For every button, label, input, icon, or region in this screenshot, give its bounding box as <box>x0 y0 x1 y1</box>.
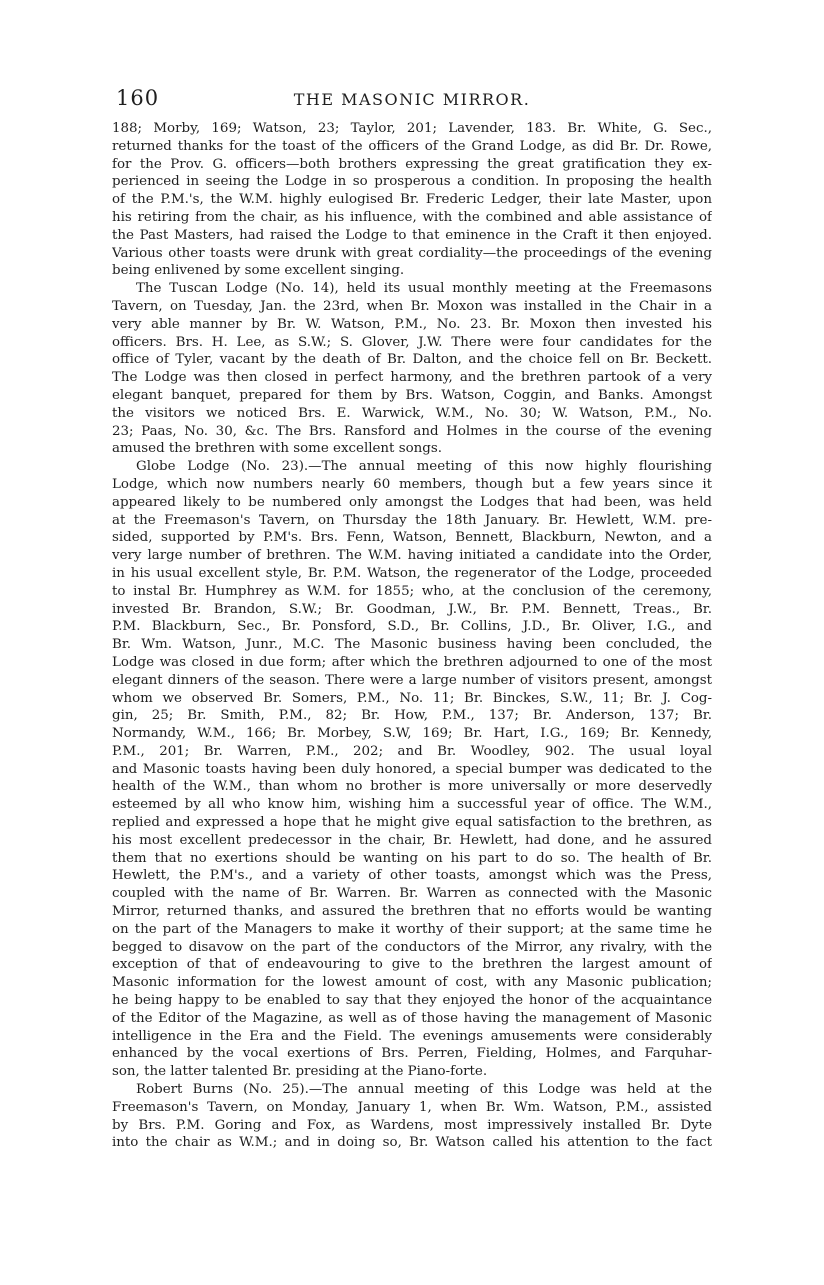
text-line: Freemason's Tavern, on Monday, January 1, when Br. Wm. Watson, P.M., assisted <box>112 1099 712 1115</box>
running-title: THE MASONIC MIRROR. <box>293 90 531 109</box>
text-line: and Masonic toasts having been duly honored, a special bumper was dedicated to the <box>112 761 712 777</box>
text-line: into the chair as W.M.; and in doing so, Br. Watson called his attention to the fact <box>112 1135 712 1151</box>
text-line: 188; Morby, 169; Watson, 23; Taylor, 201; Lavender, 183. Br. White, G. Sec., <box>112 121 712 136</box>
text-line: The Tuscan Lodge (No. 14), held its usual monthly meeting at the Freemasons <box>136 281 712 297</box>
text-line: Various other toasts were drunk with great cordiality—the proceedings of the evening <box>112 245 712 261</box>
text-line: whom we observed Br. Somers, P.M., No. 11; Br. Binckes, S.W., 11; Br. J. Cog- <box>112 690 712 706</box>
text-line: on the part of the Managers to make it worthy of their support; at the same time he <box>112 921 712 937</box>
text-line: Lodge, which now numbers nearly 60 members, though but a few years since it <box>112 476 712 492</box>
text-line: coupled with the name of Br. Warren. Br. Warren as connected with the Masonic <box>112 886 712 902</box>
text-line: Normandy, W.M., 166; Br. Morbey, S.W, 169; Br. Hart, I.G., 169; Br. Kennedy, <box>112 726 712 742</box>
text-line: son, the latter talented Br. presiding at the Piano-forte. <box>112 1064 488 1080</box>
text-line: Tavern, on Tuesday, Jan. the 23rd, when Br. Moxon was installed in the Chair in a <box>112 298 712 314</box>
text-line: the visitors we noticed Brs. E. Warwick, W.M., No. 30; W. Watson, P.M., No. <box>112 405 712 421</box>
text-line: appeared likely to be numbered only amongst the Lodges that had been, was held <box>112 494 712 510</box>
text-line: replied and expressed a hope that he might give equal satisfaction to the brethren, as <box>112 815 712 831</box>
text-line: Robert Burns (No. 25).—The annual meeting of this Lodge was held at the <box>136 1082 712 1098</box>
text-line: intelligence in the Era and the Field. The evenings amusements were considerably <box>112 1028 712 1044</box>
text-line: health of the W.M., than whom no brother is more universally or more deservedly <box>112 779 712 795</box>
page <box>112 86 712 1152</box>
text-line: begged to disavow on the part of the conductors of the Mirror, any rivalry, with the <box>112 939 712 955</box>
text-line: his retiring from the chair, as his influence, with the combined and able assistance of <box>112 209 712 225</box>
text-line: The Lodge was then closed in perfect harmony, and the brethren partook of a very <box>112 370 712 386</box>
text-line: Mirror, returned thanks, and assured the brethren that no efforts would be wanting <box>112 904 712 920</box>
text-line: the Past Masters, had raised the Lodge to that eminence in the Craft it then enjoyed. <box>112 227 712 243</box>
text-line: 23; Paas, No. 30, &c. The Brs. Ransford and Holmes in the course of the evening <box>112 423 712 439</box>
page-number: 160 <box>116 86 160 110</box>
text-line: elegant banquet, prepared for them by Brs. Watson, Coggin, and Banks. Amongst <box>112 387 712 403</box>
text-line: to instal Br. Humphrey as W.M. for 1855; who, at the conclusion of the ceremony, <box>112 583 712 599</box>
text-line: enhanced by the vocal exertions of Brs. Perren, Fielding, Holmes, and Farquhar- <box>112 1046 712 1062</box>
body-text <box>112 120 712 1152</box>
text-line: elegant dinners of the season. There were a large number of visitors present, amongst <box>112 672 712 688</box>
text-line: P.M., 201; Br. Warren, P.M., 202; and Br. Woodley, 902. The usual loyal <box>112 743 712 759</box>
text-line: perienced in seeing the Lodge in so prosperous a condition. In proposing the health <box>112 174 712 190</box>
text-line: by Brs. P.M. Goring and Fox, as Wardens, most impressively installed Br. Dyte <box>112 1117 712 1133</box>
text-line: Globe Lodge (No. 23).—The annual meeting of this now highly flourishing <box>136 459 712 475</box>
text-line: P.M. Blackburn, Sec., Br. Ponsford, S.D., Br. Collins, J.D., Br. Oliver, I.G., and <box>112 619 712 635</box>
text-line: Lodge was closed in due form; after which the brethren adjourned to one of the most <box>112 654 712 670</box>
text-line: of the Editor of the Magazine, as well as of those having the management of Masonic <box>112 1010 712 1026</box>
text-line: Hewlett, the P.M's., and a variety of other toasts, amongst which was the Press, <box>112 868 712 884</box>
text-line: very large number of brethren. The W.M. having initiated a candidate into the Order, <box>112 548 712 564</box>
text-line: esteemed by all who know him, wishing him a successful year of office. The W.M., <box>112 797 712 813</box>
text-line: he being happy to be enabled to say that they enjoyed the honor of the acquaintance <box>112 993 712 1009</box>
text-line: Masonic information for the lowest amount of cost, with any Masonic publication; <box>112 975 712 991</box>
text-line: office of Tyler, vacant by the death of Br. Dalton, and the choice fell on Br. Beckett. <box>112 352 712 368</box>
text-line: at the Freemason's Tavern, on Thursday the 18th January. Br. Hewlett, W.M. pre- <box>112 512 712 528</box>
text-line: gin, 25; Br. Smith, P.M., 82; Br. How, P.M., 137; Br. Anderson, 137; Br. <box>112 708 712 724</box>
text-line: Br. Wm. Watson, Junr., M.C. The Masonic business having been concluded, the <box>112 637 712 653</box>
text-line: returned thanks for the toast of the officers of the Grand Lodge, as did Br. Dr. Rowe, <box>112 138 712 154</box>
text-line: of the P.M.'s, the W.M. highly eulogised Br. Frederic Ledger, their late Master, upon <box>112 192 712 208</box>
text-line: being enlivened by some excellent singing. <box>112 263 405 279</box>
text-line: his most excellent predecessor in the chair, Br. Hewlett, had done, and he assured <box>112 832 712 848</box>
running-head <box>112 86 712 120</box>
text-line: officers. Brs. H. Lee, as S.W.; S. Glover, J.W. There were four candidates for the <box>112 334 712 350</box>
text-line: them that no exertions should be wanting on his part to do so. The health of Br. <box>112 850 712 866</box>
text-line: sided, supported by P.M's. Brs. Fenn, Watson, Bennett, Blackburn, Newton, and a <box>112 530 712 546</box>
text-line: in his usual excellent style, Br. P.M. Watson, the regenerator of the Lodge, proceeded <box>112 565 712 581</box>
text-line: exception of that of endeavouring to give to the brethren the largest amount of <box>112 957 712 973</box>
text-line: invested Br. Brandon, S.W.; Br. Goodman, J.W., Br. P.M. Bennett, Treas., Br. <box>112 601 712 617</box>
text-line: for the Prov. G. officers—both brothers expressing the great gratification they ex- <box>112 156 712 172</box>
text-line: amused the brethren with some excellent songs. <box>112 441 442 457</box>
text-line: very able manner by Br. W. Watson, P.M., No. 23. Br. Moxon then invested his <box>112 316 712 332</box>
